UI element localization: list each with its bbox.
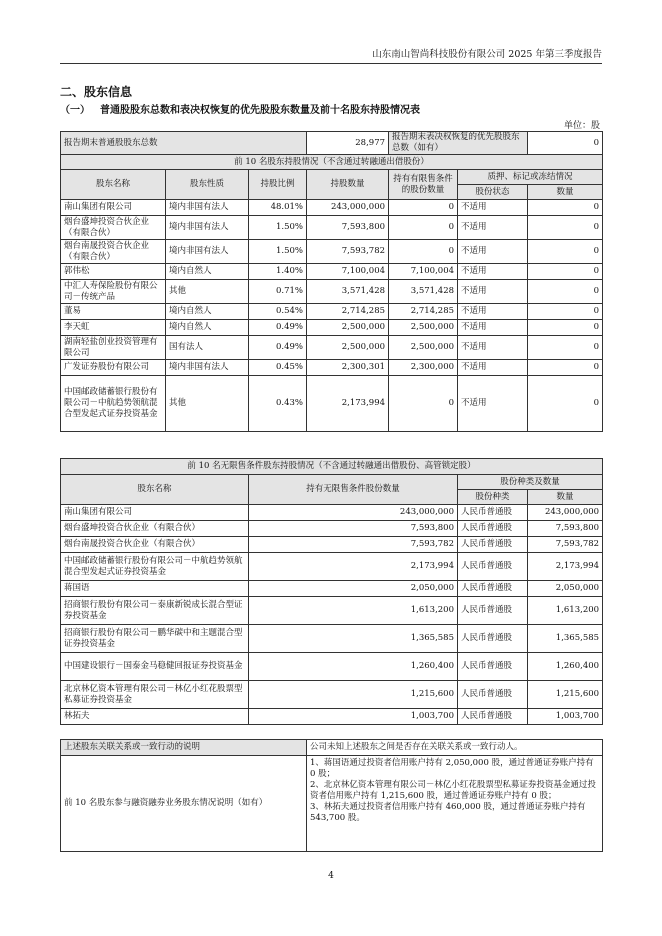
table-row bbox=[61, 625, 603, 653]
share-amount: 1,613,200 bbox=[528, 597, 603, 625]
margin-note-item: 2、北京林亿资本管理有限公司－林亿小红花股票型私募证券投资基金通过投资者信用账户持有 1,215,600 股，通过普通证券账户持有 0 股； bbox=[310, 780, 596, 801]
pledge-status: 不适用 bbox=[458, 240, 528, 264]
shareholder-qty: 243,000,000 bbox=[307, 200, 389, 216]
shareholder-nature: 境内非国有法人 bbox=[166, 360, 249, 376]
pledge-amount: 0 bbox=[528, 320, 603, 336]
shareholder-ratio: 1.50% bbox=[249, 216, 307, 240]
share-type: 人民币普通股 bbox=[458, 597, 528, 625]
holder-name: 招商银行股份有限公司－鹏华碳中和主题混合型证券投资基金 bbox=[61, 625, 249, 653]
shareholder-restricted: 0 bbox=[389, 200, 458, 216]
top10-shareholders-table bbox=[60, 131, 603, 432]
holder-name: 烟台南晟投资合伙企业（有限合伙） bbox=[61, 537, 249, 553]
shareholder-name: 李天虹 bbox=[61, 320, 166, 336]
shareholder-name: 烟台南晟投资合伙企业（有限合伙） bbox=[61, 240, 166, 264]
pledge-status: 不适用 bbox=[458, 216, 528, 240]
pledge-amount: 0 bbox=[528, 304, 603, 320]
table-row bbox=[61, 240, 603, 264]
table-row bbox=[61, 521, 603, 537]
shareholder-name: 中汇人寿保险股份有限公司－传统产品 bbox=[61, 280, 166, 304]
holder-name: 烟台盛坤投资合伙企业（有限合伙） bbox=[61, 521, 249, 537]
share-amount: 7,593,782 bbox=[528, 537, 603, 553]
holder-qty: 2,050,000 bbox=[249, 581, 458, 597]
unrestricted-shareholders-table bbox=[60, 458, 603, 725]
share-amount: 243,000,000 bbox=[528, 505, 603, 521]
shareholder-nature: 境内非国有法人 bbox=[166, 240, 249, 264]
shareholder-qty: 3,571,428 bbox=[307, 280, 389, 304]
holder-name: 北京林亿资本管理有限公司－林亿小红花股票型私募证券投资基金 bbox=[61, 681, 249, 709]
shareholder-ratio: 0.49% bbox=[249, 320, 307, 336]
col-unrestricted-qty: 持有无限售条件股份数量 bbox=[249, 475, 458, 505]
share-type: 人民币普通股 bbox=[458, 681, 528, 709]
shareholder-nature: 境内非国有法人 bbox=[166, 200, 249, 216]
table-row bbox=[61, 653, 603, 681]
table-row bbox=[61, 280, 603, 304]
col-status: 股份状态 bbox=[458, 185, 528, 200]
holder-name: 招商银行股份有限公司－泰康新锐成长混合型证券投资基金 bbox=[61, 597, 249, 625]
holder-name: 中国邮政储蓄银行股份有限公司－中航趋势领航混合型发起式证券投资基金 bbox=[61, 553, 249, 581]
shareholder-name: 南山集团有限公司 bbox=[61, 200, 166, 216]
shareholder-name: 烟台盛坤投资合伙企业（有限合伙） bbox=[61, 216, 166, 240]
col-share-type: 股份种类 bbox=[458, 490, 528, 505]
section-title: 二、股东信息 bbox=[60, 85, 133, 99]
pledge-amount: 0 bbox=[528, 360, 603, 376]
shareholder-qty: 2,500,000 bbox=[307, 320, 389, 336]
subsection-text: 普通股股东总数和表决权恢复的优先股股东数量及前十名股东持股情况表 bbox=[100, 105, 420, 116]
shareholder-qty: 2,173,994 bbox=[307, 376, 389, 432]
shareholder-nature: 境内非国有法人 bbox=[166, 216, 249, 240]
total-shareholders-value: 28,977 bbox=[307, 132, 389, 155]
shareholder-qty: 7,100,004 bbox=[307, 264, 389, 280]
preferred-shareholders-value: 0 bbox=[528, 132, 603, 155]
pledge-status: 不适用 bbox=[458, 200, 528, 216]
table-row bbox=[61, 537, 603, 553]
shareholder-name: 董易 bbox=[61, 304, 166, 320]
subsection-number: （一） bbox=[60, 105, 90, 116]
shareholder-nature: 境内自然人 bbox=[166, 264, 249, 280]
col-share-amount: 数量 bbox=[528, 490, 603, 505]
pledge-amount: 0 bbox=[528, 280, 603, 304]
unrestricted-heading: 前 10 名无限售条件股东持股情况（不含通过转融通出借股份、高管锁定股） bbox=[61, 459, 603, 475]
shareholder-qty: 2,500,000 bbox=[307, 336, 389, 360]
share-type: 人民币普通股 bbox=[458, 581, 528, 597]
table-row bbox=[61, 200, 603, 216]
shareholder-restricted: 0 bbox=[389, 240, 458, 264]
share-amount: 7,593,800 bbox=[528, 521, 603, 537]
pledge-status: 不适用 bbox=[458, 360, 528, 376]
col-qty: 持股数量 bbox=[307, 170, 389, 200]
share-amount: 2,050,000 bbox=[528, 581, 603, 597]
col-ratio: 持股比例 bbox=[249, 170, 307, 200]
holder-name: 南山集团有限公司 bbox=[61, 505, 249, 521]
shareholder-restricted: 2,300,000 bbox=[389, 360, 458, 376]
shareholder-nature: 境内自然人 bbox=[166, 320, 249, 336]
shareholder-restricted: 3,571,428 bbox=[389, 280, 458, 304]
shareholder-restricted: 0 bbox=[389, 376, 458, 432]
margin-note-item: 1、蒋国语通过投资者信用账户持有 2,050,000 股，通过普通证券账户持有 0 股； bbox=[310, 758, 594, 779]
table-row bbox=[61, 681, 603, 709]
col-amount: 数量 bbox=[528, 185, 603, 200]
shareholder-restricted: 2,500,000 bbox=[389, 320, 458, 336]
table-row bbox=[61, 336, 603, 360]
notes-table bbox=[60, 739, 603, 852]
shareholder-nature: 其他 bbox=[166, 376, 249, 432]
share-amount: 1,365,585 bbox=[528, 625, 603, 653]
pledge-status: 不适用 bbox=[458, 280, 528, 304]
shareholder-ratio: 0.49% bbox=[249, 336, 307, 360]
holder-qty: 2,173,994 bbox=[249, 553, 458, 581]
table-row bbox=[61, 553, 603, 581]
shareholder-restricted: 7,100,004 bbox=[389, 264, 458, 280]
share-amount: 2,173,994 bbox=[528, 553, 603, 581]
col-restricted: 持有有限售条件的股份数量 bbox=[389, 170, 458, 200]
holder-name: 林拓夫 bbox=[61, 709, 249, 725]
table-row bbox=[61, 304, 603, 320]
shareholder-restricted: 0 bbox=[389, 216, 458, 240]
margin-note-item: 3、林拓夫通过投资者信用账户持有 460,000 股，通过普通证券账户持有 543,700 股。 bbox=[310, 802, 586, 823]
holder-qty: 1,215,600 bbox=[249, 681, 458, 709]
share-type: 人民币普通股 bbox=[458, 709, 528, 725]
shareholder-name: 郭伟松 bbox=[61, 264, 166, 280]
shareholder-nature: 国有法人 bbox=[166, 336, 249, 360]
shareholder-restricted: 2,500,000 bbox=[389, 336, 458, 360]
preferred-shareholders-label: 报告期末表决权恢复的优先股股东总数（如有） bbox=[389, 132, 528, 155]
relation-label: 上述股东关联关系或一致行动的说明 bbox=[61, 740, 307, 756]
share-amount: 1,003,700 bbox=[528, 709, 603, 725]
share-type: 人民币普通股 bbox=[458, 521, 528, 537]
col-pledge: 质押、标记或冻结情况 bbox=[458, 170, 603, 185]
top10-heading: 前 10 名股东持股情况（不含通过转融通出借股份） bbox=[61, 155, 603, 170]
holder-qty: 7,593,782 bbox=[249, 537, 458, 553]
pledge-status: 不适用 bbox=[458, 304, 528, 320]
holder-qty: 7,593,800 bbox=[249, 521, 458, 537]
holder-name: 中国建设银行－国泰金马稳健回报证券投资基金 bbox=[61, 653, 249, 681]
page-number: 4 bbox=[328, 871, 334, 881]
pledge-amount: 0 bbox=[528, 264, 603, 280]
pledge-amount: 0 bbox=[528, 336, 603, 360]
page-header: 山东南山智尚科技股份有限公司 2025 年第三季度报告 bbox=[60, 46, 602, 64]
holder-qty: 1,260,400 bbox=[249, 653, 458, 681]
unit-label: 单位：股 bbox=[563, 121, 600, 131]
shareholder-restricted: 2,714,285 bbox=[389, 304, 458, 320]
shareholder-qty: 2,714,285 bbox=[307, 304, 389, 320]
shareholder-ratio: 48.01% bbox=[249, 200, 307, 216]
shareholder-ratio: 0.54% bbox=[249, 304, 307, 320]
table-row bbox=[61, 320, 603, 336]
shareholder-name: 广发证券股份有限公司 bbox=[61, 360, 166, 376]
shareholder-qty: 7,593,800 bbox=[307, 216, 389, 240]
shareholder-ratio: 0.43% bbox=[249, 376, 307, 432]
pledge-amount: 0 bbox=[528, 376, 603, 432]
margin-notes bbox=[307, 756, 603, 852]
holder-qty: 1,365,585 bbox=[249, 625, 458, 653]
col-nature: 股东性质 bbox=[166, 170, 249, 200]
col-share-kind: 股份种类及数量 bbox=[458, 475, 603, 490]
margin-label: 前 10 名股东参与融资融券业务股东情况说明（如有） bbox=[61, 756, 307, 852]
shareholder-name: 中国邮政储蓄银行股份有限公司－中航趋势领航混合型发起式证券投资基金 bbox=[61, 376, 166, 432]
shareholder-qty: 7,593,782 bbox=[307, 240, 389, 264]
share-type: 人民币普通股 bbox=[458, 653, 528, 681]
table-row bbox=[61, 264, 603, 280]
share-amount: 1,260,400 bbox=[528, 653, 603, 681]
share-type: 人民币普通股 bbox=[458, 625, 528, 653]
holder-qty: 1,613,200 bbox=[249, 597, 458, 625]
shareholder-ratio: 0.71% bbox=[249, 280, 307, 304]
holder-qty: 1,003,700 bbox=[249, 709, 458, 725]
shareholder-ratio: 1.40% bbox=[249, 264, 307, 280]
pledge-amount: 0 bbox=[528, 200, 603, 216]
table-row bbox=[61, 376, 603, 432]
pledge-amount: 0 bbox=[528, 216, 603, 240]
col-name: 股东名称 bbox=[61, 475, 249, 505]
share-type: 人民币普通股 bbox=[458, 505, 528, 521]
shareholder-nature: 其他 bbox=[166, 280, 249, 304]
share-type: 人民币普通股 bbox=[458, 553, 528, 581]
col-name: 股东名称 bbox=[61, 170, 166, 200]
table-row bbox=[61, 597, 603, 625]
pledge-status: 不适用 bbox=[458, 376, 528, 432]
table-row bbox=[61, 581, 603, 597]
pledge-status: 不适用 bbox=[458, 264, 528, 280]
shareholder-ratio: 1.50% bbox=[249, 240, 307, 264]
table-row bbox=[61, 216, 603, 240]
share-amount: 1,215,600 bbox=[528, 681, 603, 709]
table-row bbox=[61, 505, 603, 521]
pledge-status: 不适用 bbox=[458, 336, 528, 360]
table-row bbox=[61, 709, 603, 725]
pledge-status: 不适用 bbox=[458, 320, 528, 336]
shareholder-ratio: 0.45% bbox=[249, 360, 307, 376]
shareholder-name: 湖南轻盐创业投资管理有限公司 bbox=[61, 336, 166, 360]
pledge-amount: 0 bbox=[528, 240, 603, 264]
total-shareholders-label: 报告期末普通股股东总数 bbox=[61, 132, 307, 155]
table-row bbox=[61, 360, 603, 376]
shareholder-qty: 2,300,301 bbox=[307, 360, 389, 376]
holder-qty: 243,000,000 bbox=[249, 505, 458, 521]
share-type: 人民币普通股 bbox=[458, 537, 528, 553]
subsection-title bbox=[60, 101, 420, 116]
relation-text: 公司未知上述股东之间是否存在关联关系或一致行动人。 bbox=[307, 740, 603, 756]
holder-name: 蒋国语 bbox=[61, 581, 249, 597]
shareholder-nature: 境内自然人 bbox=[166, 304, 249, 320]
